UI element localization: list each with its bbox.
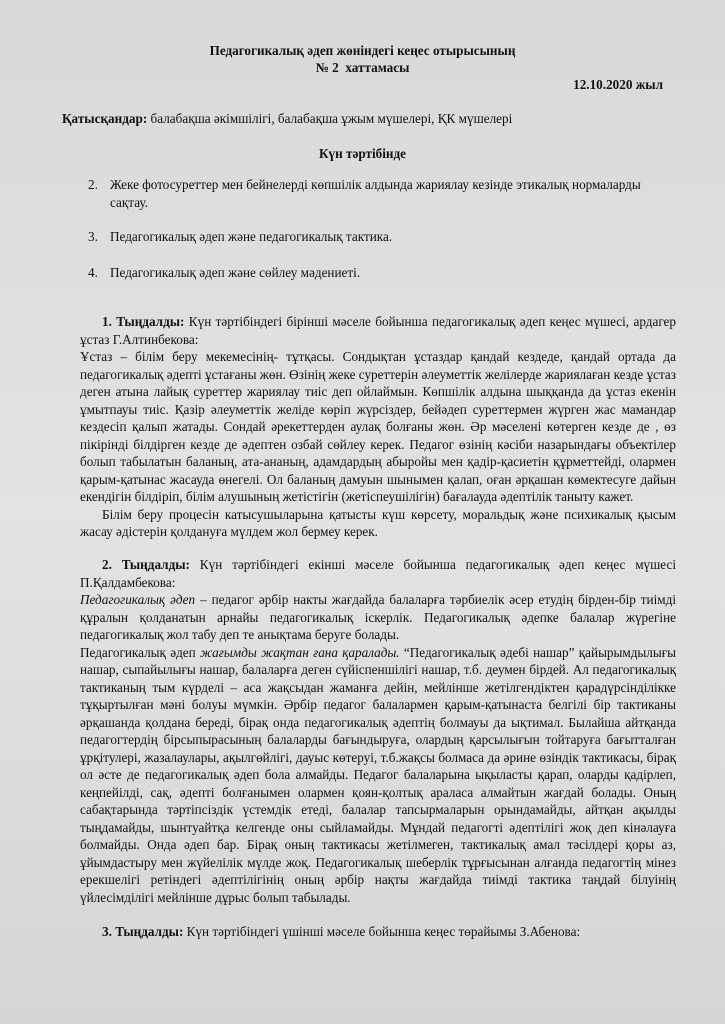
section-2-italic: жағымды жақтан ғана қаралады.	[200, 644, 400, 660]
section-3-label: 3. Тыңдалды:	[102, 924, 184, 939]
section-2-intro-text: Күн тәртібіндегі екінші мәселе бойынша педагогикалық әдеп кеңес мүшесі П.Қалдамбекова:	[80, 557, 677, 590]
agenda-item-number: 2.	[88, 177, 98, 192]
section-1-intro-text: Күн тәртібіндегі бірінші мәселе бойынша педагогикалық әдеп кеңес мүшесі, ардагер ұстаз Г.Алтинбекова:	[80, 314, 676, 347]
definition-term: Педагогикалық әдеп	[80, 592, 196, 607]
agenda-heading: Күн тәртібінде	[318, 146, 407, 161]
agenda-item	[88, 176, 648, 211]
section-1-body: Ұстаз – білім беру мекемесінің- тұтқасы. Сондықтан ұстаздар қандай кездеде, қандай ортада да педагогикалық әдепті ұстағаны жөн. Өзінің жеке суреттерін әлеуметтік желілерде жариялаған кезде ұстаз деген атына лайық суреттер жариялау тиіс деп ойлаймын. Көпшілік алдына шыққанда да ұстаз екенін ұмытпауы тиіс. Қазір әлеуметтік желіде көріп жүрсіздер, бейәдеп суреттермен жүрген жас мамандар кездесіп қалып жатады. Сондай әрекеттерден аулақ болғаны жөн. Әр мәселені көтерген кезде де , өз пікірінді білдірген кезде де әдептен озбай сөйлеу керек. Педагог өзінің кәсіби назарындағы объектілер болып табылатын баланың, ата-ананың, адамдардың абыройы мен қадір-қасиетін құрметтейді, олармен қарым-қатынас жасауда өнегелі. Ол баланың дамуын шынымен қалап, оған әрқашан көмектесуге дайын екендігін білдіріп, білім алушының жетістігін (жетіспеушілігін) бағалауда әдептілік таныту кажет.	[80, 349, 676, 504]
section-3-intro-text: Күн тәртібіндегі үшінші мәселе бойынша кеңес төрайымы З.Абенова:	[183, 924, 581, 939]
section-2-body	[80, 644, 676, 907]
agenda-item	[88, 264, 648, 282]
section-1-intro	[80, 313, 676, 348]
section-3	[80, 923, 676, 941]
section-2-intro	[80, 556, 676, 591]
document-date: 12.10.2020 жыл	[573, 77, 663, 92]
section-2-definition	[80, 591, 676, 644]
section-1-label: 1. Тыңдалды:	[102, 314, 185, 329]
protocol-word: хаттамасы	[345, 60, 410, 75]
agenda-item-number: 3.	[88, 229, 98, 244]
section-3-intro	[80, 923, 676, 941]
participants-label: Қатысқандар:	[62, 111, 148, 126]
agenda-item-text: Жеке фотосуреттер мен бейнелерді көпшілік алдында жариялау кезінде этикалық нормаларды сақтау.	[110, 177, 641, 210]
title-line-2	[0, 59, 725, 77]
agenda-item-number: 4.	[88, 264, 98, 280]
definition-text: – педагог әрбір накты жағдайда балаларға тәрбиелік әсер етудің бірден-бір тиімді құралын қолданатын арнайы педагогикалық іскерлік. Педагогикалық әдепке балалар жүрегіне педагогикалық жол табу деп те анықтама беруге болады.	[80, 592, 676, 642]
section-2-body-start: Педагогикалық әдеп	[80, 644, 201, 660]
agenda-list	[88, 176, 648, 281]
section-1-body-2: Білім беру процесін катысушыларына қатысты күш көрсету, моральдық және психикалық қысым жасау әдістерін қолдануға мүлдем жол бермеу керек.	[80, 506, 676, 539]
section-2-body-rest: “Педагогикалық әдебі нашар” қайырымдылығы нашар, сыпайылығы нашар, балаларға деген сүйіспеншілігі нашар, т.б. деумен бірдей. Ал педагогикалық тактиканың тым күрделі – аса жақсыдан жаманға дейін, мейлінше жетілгендіктен қарадүрсінділікке тұқыртылған мәні болуы мүмкін. Әрбір педагог балалармен қарым-қатынаста белгілі бір тактиканы әрқашанда қолдана береді, бірақ онда педагогикалық әдептің болмауы да ықтимал. Былайша айтқанда педагогтердің бірсыпырасының балаларды бағындыруға, олардың қарсылығын тойтаруға бағытталған ұрқітулері, жазалаулары, ақылгөйлігі, дауыс көтеруі, т.б.жақсы болмаса да әрине өзіндік тактикасы, бірақ ол әсте де педагогикалық әдеп бола алмайды. Педагог балаларына ықыласты қарап, оларды қадірлеп, кеңпейілді, сақ, әдепті болғанымен олармен қоян-қолтық араласа алмайтын жағдай болады. Оның сабақтарында тәртіпсіздік үстемдік етеді, балалар тапсырмаларын орындамайды, айтқан ақылды тыңдамайды, шынтуайтқа келгенде оны сыйламайды. Мұндай педагогті әдептілігі жоқ деп кінәлауға болмайды. Онда әдеп бар. Бірақ оның тактикасы жетілмеген, тактикалық амал тәсілдері қоры аз, ұйымдастыру мен жүйелілік мүлде жоқ. Педагогикалық шеберлік тұрғысынан алғанда педагогтің мінез ерекшелігі ретіндегі әдептілігінің оның әрбір нақты жағдайда тиімді тактика таңдай білуінің үйлесімділігі мейлінше дұрыс болып табылады.	[80, 644, 677, 905]
agenda-item-text: Педагогикалық әдеп және педагогикалық тактика.	[110, 229, 393, 244]
section-2	[80, 556, 676, 906]
agenda-item	[88, 228, 648, 246]
agenda-item-text: Педагогикалық әдеп және сөйлеу мәдениеті.	[110, 264, 361, 280]
section-2-label: 2. Тыңдалды:	[102, 557, 190, 572]
protocol-number: № 2	[315, 60, 339, 75]
title-text: Педагогикалық әдеп жөніндегі кеңес отырысының	[209, 43, 516, 58]
section-1	[80, 313, 676, 541]
title-line-1	[0, 42, 725, 60]
participants-text: балабақша әкімшілігі, балабақша ұжым мүшелері, ҚК мүшелері	[147, 111, 513, 126]
participants	[62, 110, 682, 128]
